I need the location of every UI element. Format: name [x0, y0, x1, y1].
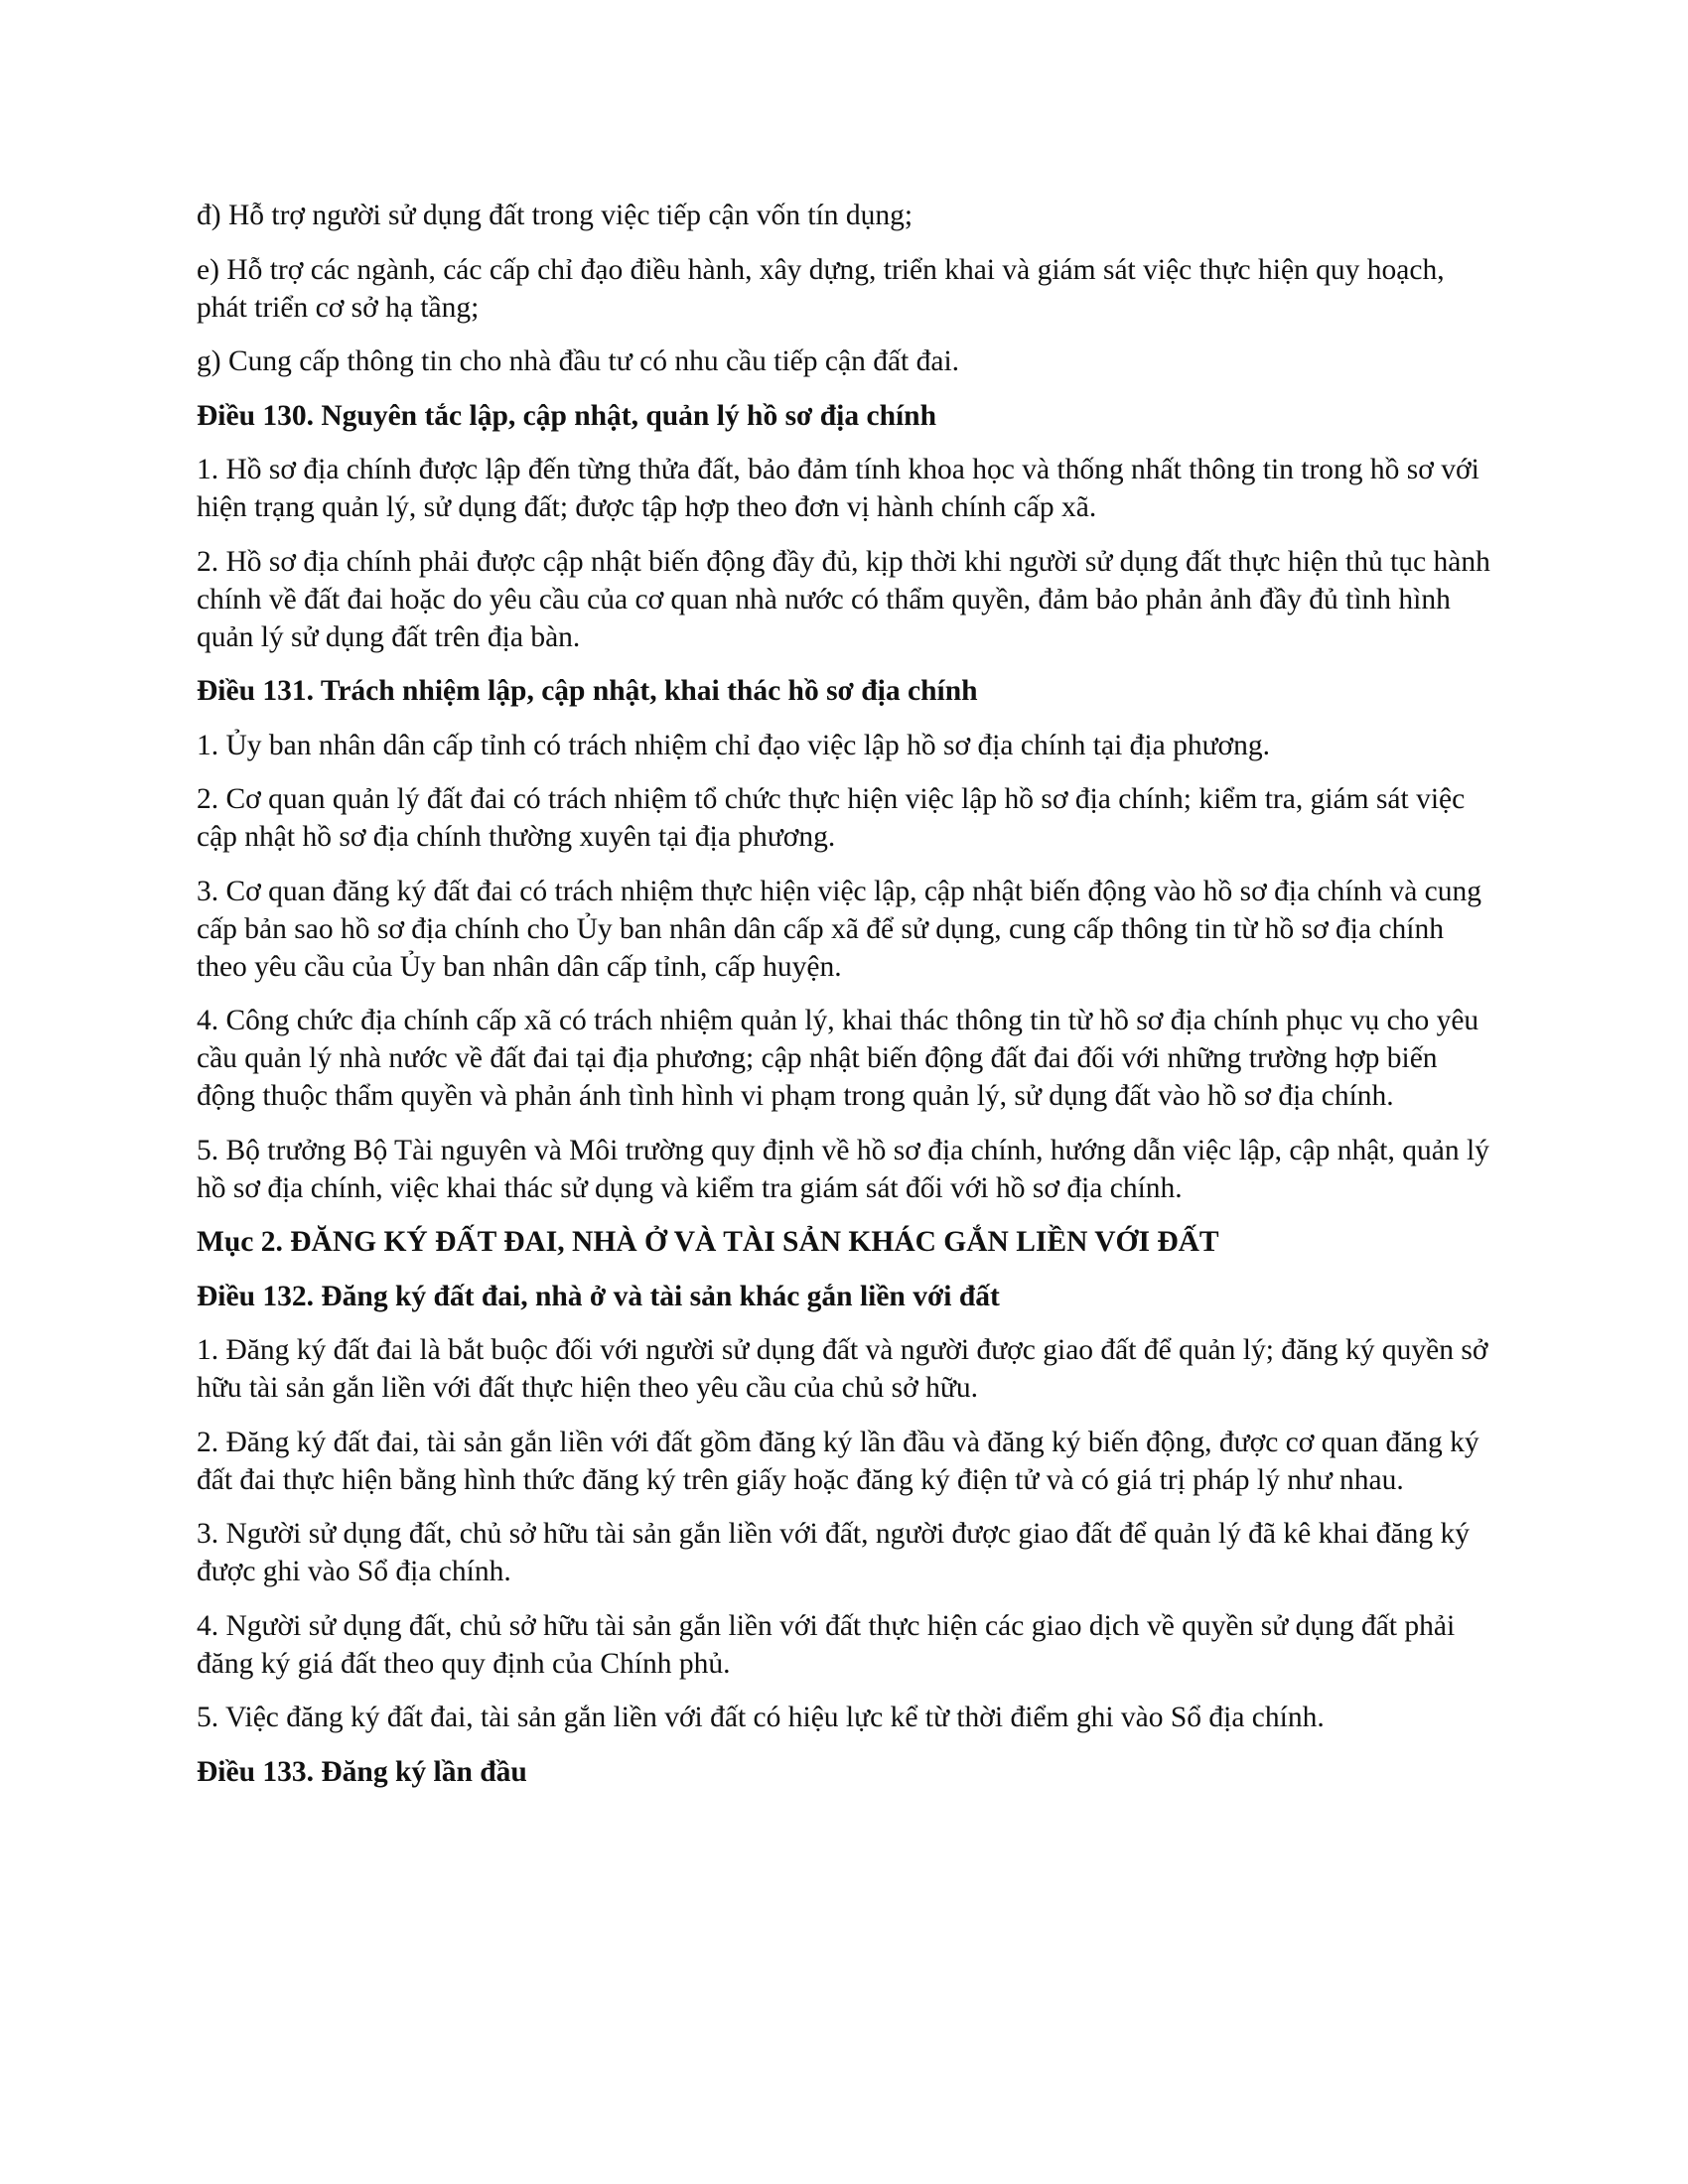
list-item-support-credit: đ) Hỗ trợ người sử dụng đất trong việc tiếp cận vốn tín dụng; [197, 200, 914, 231]
article-132-clause-3: 3. Người sử dụng đất, chủ sở hữu tài sản gắn liền với đất, người được giao đất để quản lý đã kê khai đăng ký được ghi vào Sổ địa chính. [197, 1518, 1470, 1587]
article-131-clause-5: 5. Bộ trưởng Bộ Tài nguyên và Môi trường quy định về hồ sơ địa chính, hướng dẫn việc lập, cập nhật, quản lý hồ sơ địa chính, việc khai thác sử dụng và kiểm tra giám sát đối với hồ sơ địa chính. [197, 1134, 1489, 1204]
article-131-clause-1: 1. Ủy ban nhân dân cấp tỉnh có trách nhiệm chỉ đạo việc lập hồ sơ địa chính tại địa phương. [197, 729, 1271, 761]
article-132-clause-2: 2. Đăng ký đất đai, tài sản gắn liền với đất gồm đăng ký lần đầu và đăng ký biến động, được cơ quan đăng ký đất đai thực hiện bằng hình thức đăng ký trên giấy hoặc đăng ký điện tử và có giá trị pháp lý như nhau. [197, 1426, 1479, 1496]
article-132-clause-4: 4. Người sử dụng đất, chủ sở hữu tài sản gắn liền với đất thực hiện các giao dịch về quyền sử dụng đất phải đăng ký giá đất theo quy định của Chính phủ. [197, 1609, 1456, 1680]
article-133-heading: Điều 133. Đăng ký lần đầu [197, 1755, 527, 1788]
article-132-heading: Điều 132. Đăng ký đất đai, nhà ở và tài sản khác gắn liền với đất [197, 1280, 1000, 1312]
article-131-heading: Điều 131. Trách nhiệm lập, cập nhật, khai thác hồ sơ địa chính [197, 675, 978, 707]
article-130-clause-2: 2. Hồ sơ địa chính phải được cập nhật biến động đầy đủ, kịp thời khi người sử dụng đất thực hiện thủ tục hành chính về đất đai hoặc do yêu cầu của cơ quan nhà nước có thẩm quyền, đảm bảo phản ảnh đầy đủ tình hình quản lý sử dụng đất trên địa bàn. [197, 545, 1490, 653]
article-130-clause-1: 1. Hồ sơ địa chính được lập đến từng thửa đất, bảo đảm tính khoa học và thống nhất thông tin trong hồ sơ với hiện trạng quản lý, sử dụng đất; được tập hợp theo đơn vị hành chính cấp xã. [197, 454, 1479, 523]
article-130-heading: Điều 130. Nguyên tắc lập, cập nhật, quản lý hồ sơ địa chính [197, 399, 936, 432]
article-131-clause-3: 3. Cơ quan đăng ký đất đai có trách nhiệm thực hiện việc lập, cập nhật biến động vào hồ sơ địa chính và cung cấp bản sao hồ sơ địa chính cho Ủy ban nhân dân cấp xã để sử dụng, cung cấp thông tin từ hồ sơ địa chính theo yêu cầu của Ủy ban nhân dân cấp tỉnh, cấp huyện. [197, 875, 1482, 983]
article-131-clause-2: 2. Cơ quan quản lý đất đai có trách nhiệm tổ chức thực hiện việc lập hồ sơ địa chính; kiểm tra, giám sát việc cập nhật hồ sơ địa chính thường xuyên tại địa phương. [197, 783, 1466, 853]
article-132-clause-5: 5. Việc đăng ký đất đai, tài sản gắn liền với đất có hiệu lực kể từ thời điểm ghi vào Sổ địa chính. [197, 1702, 1325, 1733]
list-item-support-planning: e) Hỗ trợ các ngành, các cấp chỉ đạo điều hành, xây dựng, triển khai và giám sát việc thực hiện quy hoạch, phát triển cơ sở hạ tầng; [197, 253, 1445, 324]
document-page [197, 197, 1497, 1807]
list-item-provide-info: g) Cung cấp thông tin cho nhà đầu tư có nhu cầu tiếp cận đất đai. [197, 345, 960, 377]
article-132-clause-1: 1. Đăng ký đất đai là bắt buộc đối với người sử dụng đất và người được giao đất để quản lý; đăng ký quyền sở hữu tài sản gắn liền với đất thực hiện theo yêu cầu của chủ sở hữu. [197, 1334, 1488, 1404]
section-2-heading: Mục 2. ĐĂNG KÝ ĐẤT ĐAI, NHÀ Ở VÀ TÀI SẢN KHÁC GẮN LIỀN VỚI ĐẤT [197, 1226, 1219, 1258]
article-131-clause-4: 4. Công chức địa chính cấp xã có trách nhiệm quản lý, khai thác thông tin từ hồ sơ địa chính phục vụ cho yêu cầu quản lý nhà nước về đất đai tại địa phương; cập nhật biến động đất đai đối với những trường hợp biến động thuộc thẩm quyền và phản ánh tình hình vi phạm trong quản lý, sử dụng đất vào hồ sơ địa chính. [197, 1005, 1479, 1112]
